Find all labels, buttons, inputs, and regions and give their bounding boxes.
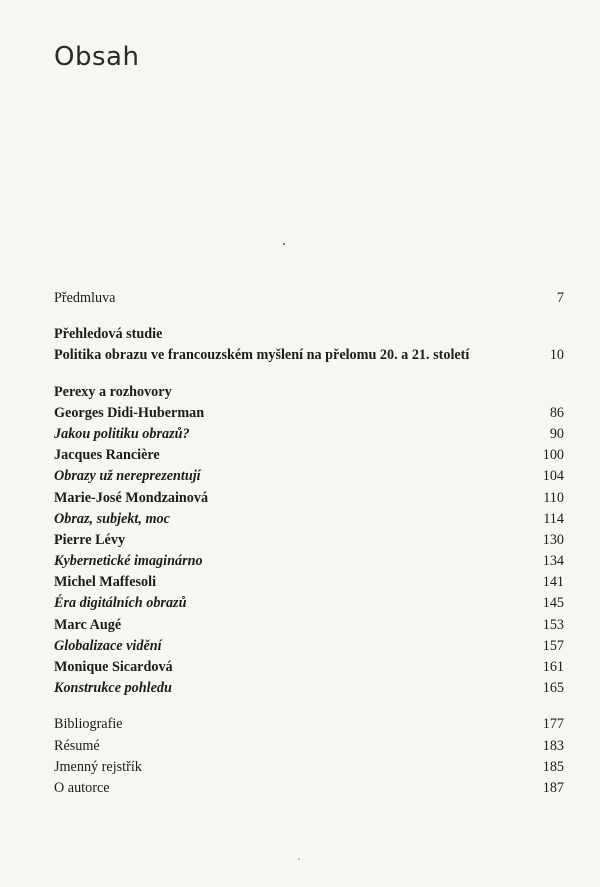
page-title: Obsah <box>54 42 140 72</box>
toc-entry-title: Marie-José Mondzainová <box>54 489 209 506</box>
toc-entry-page-number: 161 <box>542 659 564 675</box>
toc-entry-title: Kybernetické imaginárno <box>54 553 203 570</box>
toc-entry <box>54 778 564 799</box>
toc-entry-page-number: 165 <box>542 680 564 697</box>
toc-entry <box>54 678 564 699</box>
toc-entry-title: Konstrukce pohledu <box>54 680 172 697</box>
toc-entry-title: Perexy a rozhovory <box>54 383 172 400</box>
toc-entry <box>54 324 564 345</box>
toc-entry-title: Obrazy už nereprezentují <box>54 468 201 485</box>
toc-entry <box>54 657 564 678</box>
toc-entry-title: O autorce <box>54 779 110 796</box>
toc-entry <box>54 551 564 572</box>
toc-entry-page-number: 90 <box>549 425 564 442</box>
toc-entry-page-number: 86 <box>549 404 564 421</box>
toc-entry-title: Georges Didi-Huberman <box>54 404 205 421</box>
toc-entry-title: Přehledová studie <box>54 326 163 343</box>
toc-entry-title: Éra digitálních obrazů <box>54 595 187 612</box>
toc-entry-title: Bibliografie <box>54 716 123 733</box>
toc-entry-page-number: 110 <box>543 489 564 506</box>
toc-entry <box>54 509 564 530</box>
toc-entry-page-number: 145 <box>542 595 564 612</box>
toc-entry-page-number: 10 <box>549 347 564 364</box>
toc-entry <box>54 488 564 509</box>
toc-entry-page-number: 157 <box>542 637 564 654</box>
toc-entry-page-number: 177 <box>542 716 564 733</box>
toc-entry <box>54 636 564 657</box>
toc-entry-page-number: 100 <box>542 447 564 464</box>
toc-entry <box>54 530 564 551</box>
toc-entry-title: Pierre Lévy <box>54 531 126 548</box>
toc-entry-title: Jacques Rancière <box>54 447 160 464</box>
decorative-dot <box>298 858 300 860</box>
toc-entry <box>54 757 564 778</box>
toc-entry-page-number: 141 <box>542 574 564 591</box>
toc-entry-title: Jakou politiku obrazů? <box>54 425 190 442</box>
toc-entry-page-number: 130 <box>542 531 564 548</box>
toc-entry <box>54 288 564 309</box>
toc-entry <box>54 403 564 424</box>
toc-entry-title: Monique Sicardová <box>54 659 173 675</box>
toc-entry-page-number: 104 <box>542 468 564 485</box>
toc-entry-page-number: 7 <box>556 290 564 306</box>
toc-entry-title: Jmenný rejstřík <box>54 758 142 775</box>
toc-entry <box>54 736 564 757</box>
toc-entry-page-number: 187 <box>542 779 564 796</box>
toc-entry <box>54 345 564 366</box>
table-of-contents <box>54 288 564 799</box>
toc-entry-page-number: 114 <box>543 510 564 527</box>
toc-entry-title: Résumé <box>54 737 100 754</box>
toc-entry <box>54 714 564 735</box>
toc-entry-page-number: 185 <box>542 758 564 775</box>
toc-entry <box>54 572 564 593</box>
toc-entry-page-number: 183 <box>542 737 564 754</box>
toc-entry <box>54 466 564 487</box>
toc-entry <box>54 424 564 445</box>
toc-entry-page-number: 134 <box>542 553 564 570</box>
toc-entry-title: Marc Augé <box>54 616 122 633</box>
toc-entry <box>54 445 564 466</box>
toc-entry <box>54 382 564 403</box>
toc-entry-title: Michel Maffesoli <box>54 574 157 591</box>
decorative-dot <box>283 243 285 245</box>
toc-entry <box>54 593 564 614</box>
toc-entry-title: Globalizace vidění <box>54 637 162 654</box>
toc-entry-title: Obraz, subjekt, moc <box>54 510 170 527</box>
toc-entry-title: Politika obrazu ve francouzském myšlení na přelomu 20. a 21. století <box>54 347 470 364</box>
toc-entry-page-number: 153 <box>542 616 564 633</box>
toc-entry <box>54 615 564 636</box>
toc-entry-title: Předmluva <box>54 290 116 306</box>
